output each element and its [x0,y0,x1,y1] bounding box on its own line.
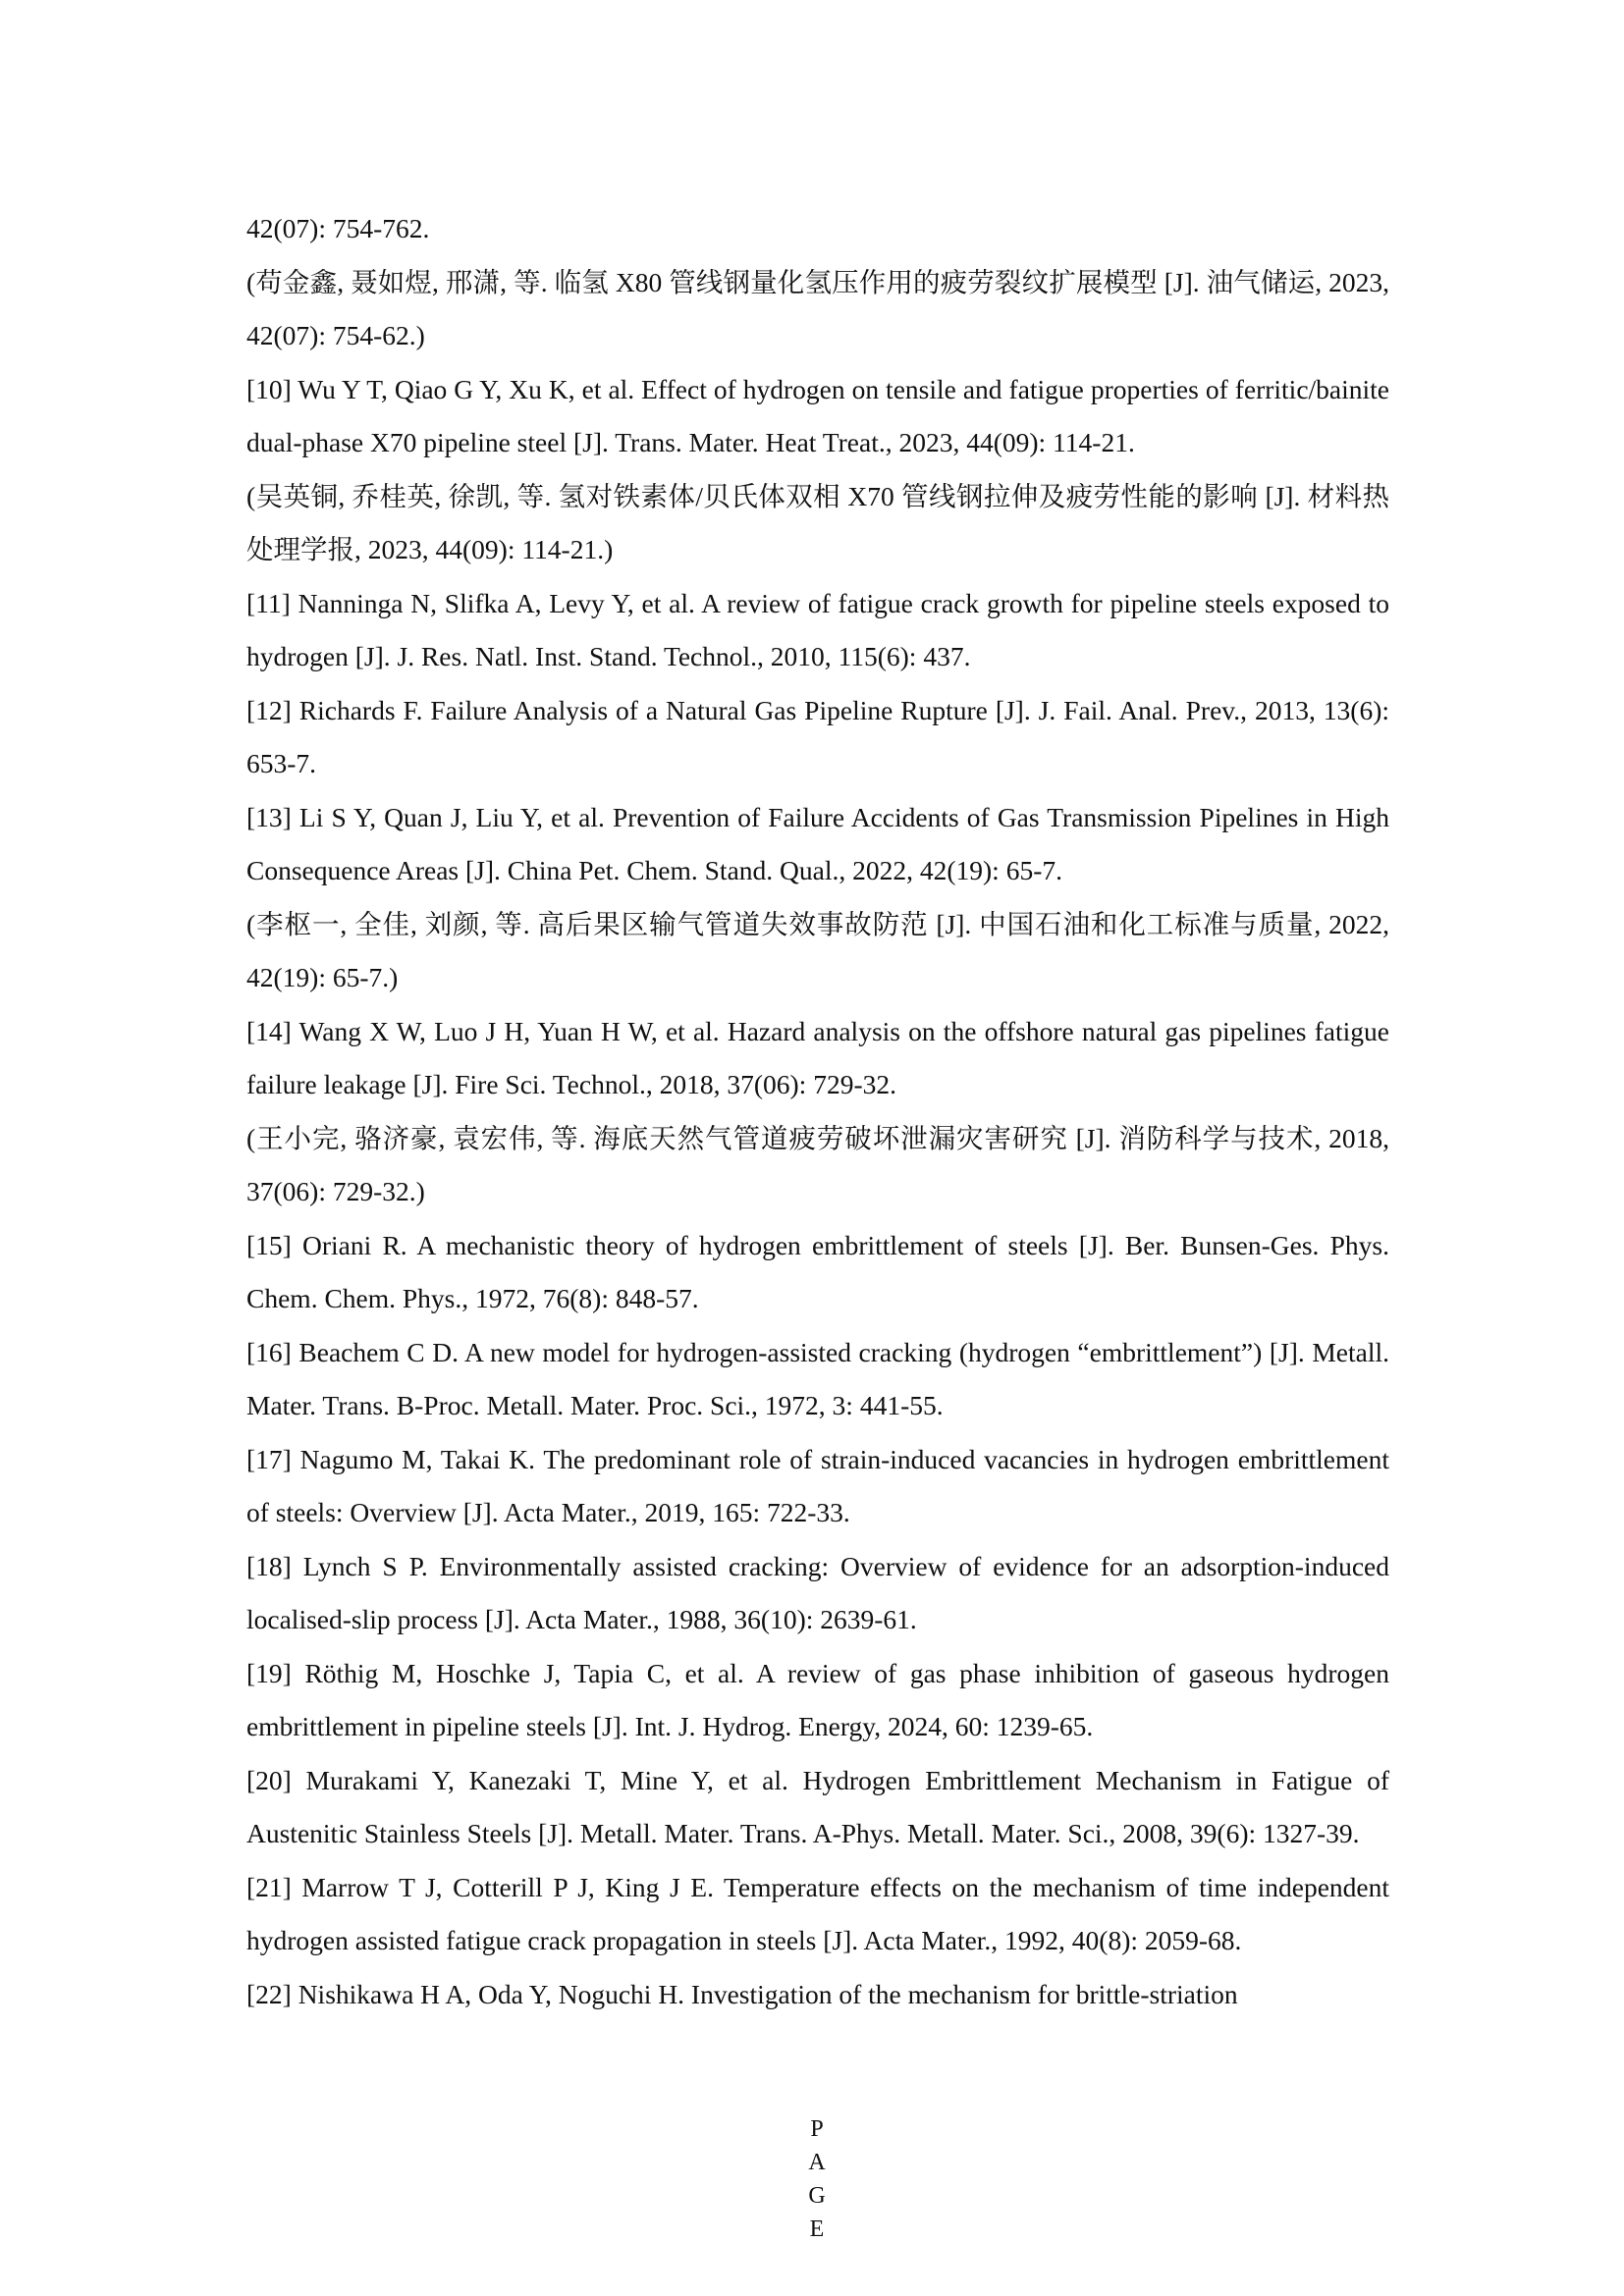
reference-fragment: 42(07): 754-762. [246,213,430,243]
reference-list [246,202,1389,2021]
reference-13-chinese: (李枢一, 全佳, 刘颜, 等. 高后果区输气管道失效事故防范 [J]. 中国石油和化工标准与质量, 2022, 42(19): 65-7.) [246,908,1389,992]
reference-15: [15] Oriani R. A mechanistic theory of hydrogen embrittlement of steels [J]. Ber. Bunsen-Ges. Phys. Chem. Chem. Phys., 1972, 76(8): 848-57. [246,1229,1389,1313]
reference-fragment-chinese: (苟金鑫, 聂如煜, 邢潇, 等. 临氢 X80 管线钢量化氢压作用的疲劳裂纹扩展模型 [J]. 油气储运, 2023, 42(07): 754-62.) [246,266,1389,350]
footer-letter: P [810,2116,824,2142]
reference-14-chinese: (王小完, 骆济豪, 袁宏伟, 等. 海底天然气管道疲劳破坏泄漏灾害研究 [J]. 消防科学与技术, 2018, 37(06): 729-32.) [246,1122,1389,1206]
reference-21: [21] Marrow T J, Cotterill P J, King J E. Temperature effects on the mechanism of time independent hydrogen assisted fatigue crack propagation in steels [J]. Acta Mater., 1992, 40(8): 2059-68. [246,1871,1389,1955]
reference-13: [13] Li S Y, Quan J, Liu Y, et al. Prevention of Failure Accidents of Gas Transmission Pipelines in High Consequence Areas [J]. China Pet. Chem. Stand. Qual., 2022, 42(19): 65-7. [246,801,1389,885]
reference-11: [11] Nanninga N, Slifka A, Levy Y, et al. A review of fatigue crack growth for pipeline steels exposed to hydrogen [J]. J. Res. Natl. Inst. Stand. Technol., 2010, 115(6): 437. [246,587,1389,671]
reference-22: [22] Nishikawa H A, Oda Y, Noguchi H. Investigation of the mechanism for brittle-striation [246,1978,1238,2009]
footer-letter: G [808,2183,826,2209]
footer-letter: E [809,2216,825,2242]
reference-14: [14] Wang X W, Luo J H, Yuan H W, et al. Hazard analysis on the offshore natural gas pipelines fatigue failure leakage [J]. Fire Sci. Technol., 2018, 37(06): 729-32. [246,1015,1389,1099]
reference-10: [10] Wu Y T, Qiao G Y, Xu K, et al. Effect of hydrogen on tensile and fatigue properties of ferritic/bainite dual-phase X70 pipeline steel [J]. Trans. Mater. Heat Treat., 2023, 44(09): 114-21. [246,373,1389,457]
footer-letter: A [808,2150,826,2175]
reference-17: [17] Nagumo M, Takai K. The predominant role of strain-induced vacancies in hydrogen embrittlement of steels: Overview [J]. Acta Mater., 2019, 165: 722-33. [246,1443,1389,1527]
reference-20: [20] Murakami Y, Kanezaki T, Mine Y, et al. Hydrogen Embrittlement Mechanism in Fatigue of Austenitic Stainless Steels [J]. Metall. Mater. Trans. A-Phys. Metall. Mater. Sci., 2008, 39(6): 1327-39. [246,1764,1389,1848]
reference-18: [18] Lynch S P. Environmentally assisted cracking: Overview of evidence for an adsorption-induced localised-slip process [J]. Acta Mater., 1988, 36(10): 2639-61. [246,1550,1389,1634]
reference-19: [19] Röthig M, Hoschke J, Tapia C, et al. A review of gas phase inhibition of gaseous hydrogen embrittlement in pipeline steels [J]. Int. J. Hydrog. Energy, 2024, 60: 1239-65. [246,1657,1389,1741]
reference-12: [12] Richards F. Failure Analysis of a Natural Gas Pipeline Rupture [J]. J. Fail. Anal. Prev., 2013, 13(6): 653-7. [246,694,1389,778]
reference-10-chinese: (吴英铜, 乔桂英, 徐凯, 等. 氢对铁素体/贝氏体双相 X70 管线钢拉伸及疲劳性能的影响 [J]. 材料热处理学报, 2023, 44(09): 114-21.) [246,480,1389,564]
page-footer [802,2112,832,2246]
reference-16: [16] Beachem C D. A new model for hydrogen-assisted cracking (hydrogen “embrittlement”) [J]. Metall. Mater. Trans. B-Proc. Metall. Mater. Proc. Sci., 1972, 3: 441-55. [246,1336,1389,1420]
